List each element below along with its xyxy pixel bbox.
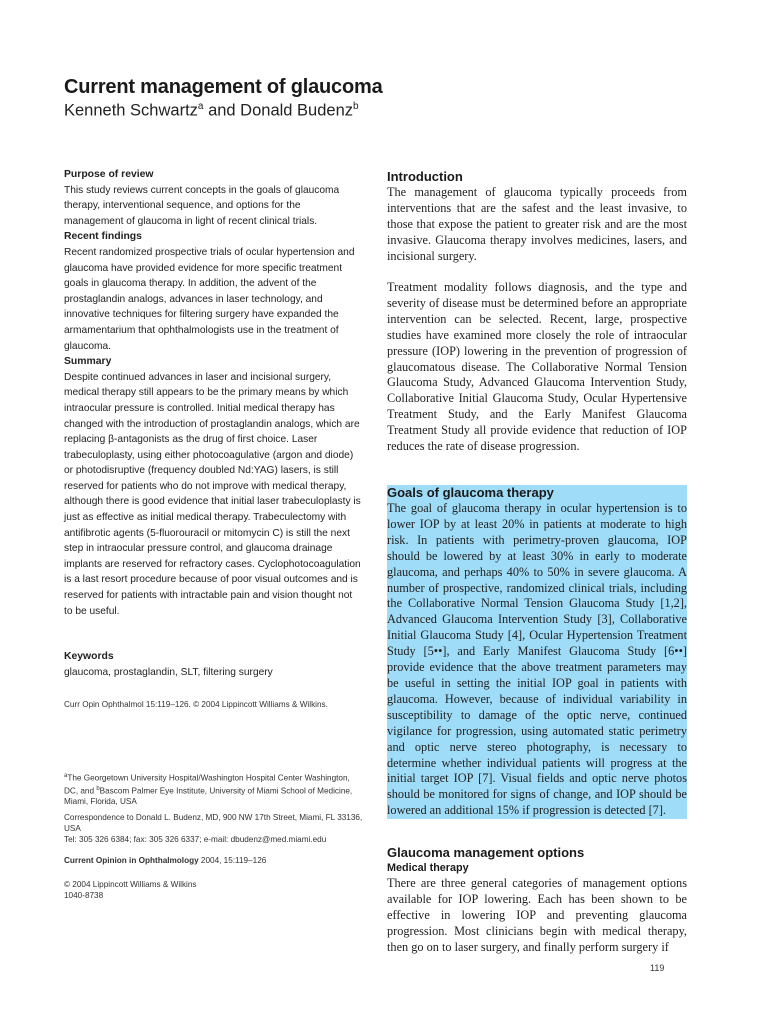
keywords-text: glaucoma, prostaglandin, SLT, filtering surgery (64, 666, 273, 678)
abstract-summary-text: Despite continued advances in laser and incisional surgery, medical therapy still appears to be the primary means by which intraocular pressure is controlled. Initial medical therapy has changed with the introduction of prostaglandin analogs, which are replacing β-antagonists as the drug of first choice. Laser trabeculoplasty, using either photocoagulative (argon and diode) or photodisruptive (frequency doubled Nd:YAG) lasers, is still reserved for patients who do not improve with medical therapy, although there is good evidence that initial laser trabeculoplasty is just as effective as initial medical therapy. Trabeculectomy with antifibrotic agents (5-fluorouracil or mitomycin C) is still the next step in intraocular pressure control, and glaucoma drainage implants are reserved for refractory cases. Cyclophotocoagulation is a last resort procedure because of poor visual outcomes and is reserved for patients with intractable pain and vision thought not to be useful. (64, 371, 361, 617)
goals-heading: Goals of glaucoma therapy (387, 485, 554, 500)
article-title: Current management of glaucoma (64, 76, 383, 98)
introduction-heading: Introduction (387, 169, 463, 184)
author-name: Kenneth Schwartz (64, 101, 198, 120)
goals-paragraph: The goal of glaucoma therapy in ocular hypertension is to lower IOP by at least 20% in patients at moderate to high risk. In patients with perimetry-proven glaucoma, IOP should be lowered by at least 30% in early to moderate glaucoma, and perhaps 40% to 50% in severe glaucoma. A number of prospective, randomized clinical trials, including the Collaborative Normal Tension Glaucoma Study [1,2], Advanced Glaucoma Intervention Study [3], Collaborative Initial Glaucoma Study [4], Ocular Hypertension Treatment Study [5••], and Early Manifest Glaucoma Study [6••] provide evidence that the above treatment parameters may be useful in setting the initial IOP goal in patients with glaucoma. However, because of individual variability in susceptibility to damage of the optic nerve, continued vigilance for progression, using automated static perimetry and optic nerve stereo photography, is necessary to determine whether individual patients will progress at the initial target IOP [7]. Visual fields and optic nerve photos should be monitored for signs of change, and IOP should be lowered an additional 15% if progression is detected [7]. (387, 501, 687, 818)
abstract-purpose-text: This study reviews current concepts in the goals of glaucoma therapy, interventional sequence, and options for the management of glaucoma in light of recent clinical trials. (64, 184, 340, 227)
journal-reference (64, 855, 364, 866)
abstract-findings-text: Recent randomized prospective trials of ocular hypertension and glaucoma have provided evidence for more specific treatment goals in glaucoma therapy. In addition, the advent of the prostaglandin analogs, advances in laser technology, and innovative techniques for filtering surgery have expanded the armamentarium that ophthalmologists use in the treatment of glaucoma. (64, 246, 355, 352)
medical-therapy-subheading: Medical therapy (387, 862, 469, 874)
management-paragraph: There are three general categories of management options available for IOP lowering. Each has been shown to be effective in lowering IOP and preventing glaucoma progression. Most clinicians begin with medical therapy, then go on to laser surgery, and finally perform surgery if (387, 876, 687, 954)
author-name: and Donald Budenz (203, 101, 354, 120)
keywords-section (64, 649, 362, 680)
journal-name: Current Opinion in Ophthalmology (64, 856, 199, 865)
copyright: © 2004 Lippincott Williams & Wilkins 1040-8738 (64, 879, 364, 901)
affiliations: $^a$The Georgetown University Hospital/Washington Hospital Center Washington, DC, and $^b$Bascom Palmer Eye Institute, University of Miami School of Medicine, Miami, Florida, USA (64, 773, 353, 807)
section-introduction (387, 169, 687, 265)
author-affiliation-mark: b (353, 101, 359, 112)
introduction-paragraph: The management of glaucoma typically proceeds from interventions that are the safest and the least invasive, to those that expose the patient to greater risk and are the most invasive. Glaucoma therapy involves medicines, lasers, and incisional surgery. (387, 185, 687, 263)
issn: 1040-8738 (64, 891, 104, 900)
journal-details: 2004, 15:119–126 (198, 856, 267, 865)
correspondence (64, 812, 364, 845)
article-authors (64, 101, 359, 121)
abstract-summary-heading: Summary (64, 356, 112, 368)
section-management (387, 845, 687, 956)
author-affiliation-mark: a (197, 101, 204, 112)
abstract (64, 167, 362, 619)
correspondence-address: Correspondence to Donald L. Budenz, MD, 900 NW 17th Street, Miami, FL 33136, USA (64, 813, 363, 833)
correspondence-contact: Tel: 305 326 6384; fax: 305 326 6337; e-mail: dbudenz@med.miami.edu (64, 835, 327, 844)
citation: Curr Opin Ophthalmol 15:119–126. © 2004 Lippincott Williams & Wilkins. (64, 700, 328, 709)
section-introduction-cont (387, 280, 687, 455)
introduction-paragraph: Treatment modality follows diagnosis, and the type and severity of disease must be determined before an appropriate intervention can be selected. Recent, large, prospective studies have examined more closely the role of intraocular pressure (IOP) lowering in the prevention of progression of glaucomatous disease. The Collaborative Normal Tension Glaucoma Study, Advanced Glaucoma Intervention Study, Collaborative Initial Glaucoma Study, Ocular Hypertensive Treatment Study, and the Early Manifest Glaucoma Treatment Study all provide evidence that reduction of IOP reduces the rate of disease progression. (387, 280, 687, 454)
abstract-findings-heading: Recent findings (64, 231, 142, 243)
section-goals-highlight (387, 485, 687, 819)
management-heading: Glaucoma management options (387, 845, 585, 860)
page-number: 119 (650, 963, 665, 973)
abstract-purpose-heading: Purpose of review (64, 169, 154, 180)
keywords-heading: Keywords (64, 651, 114, 662)
